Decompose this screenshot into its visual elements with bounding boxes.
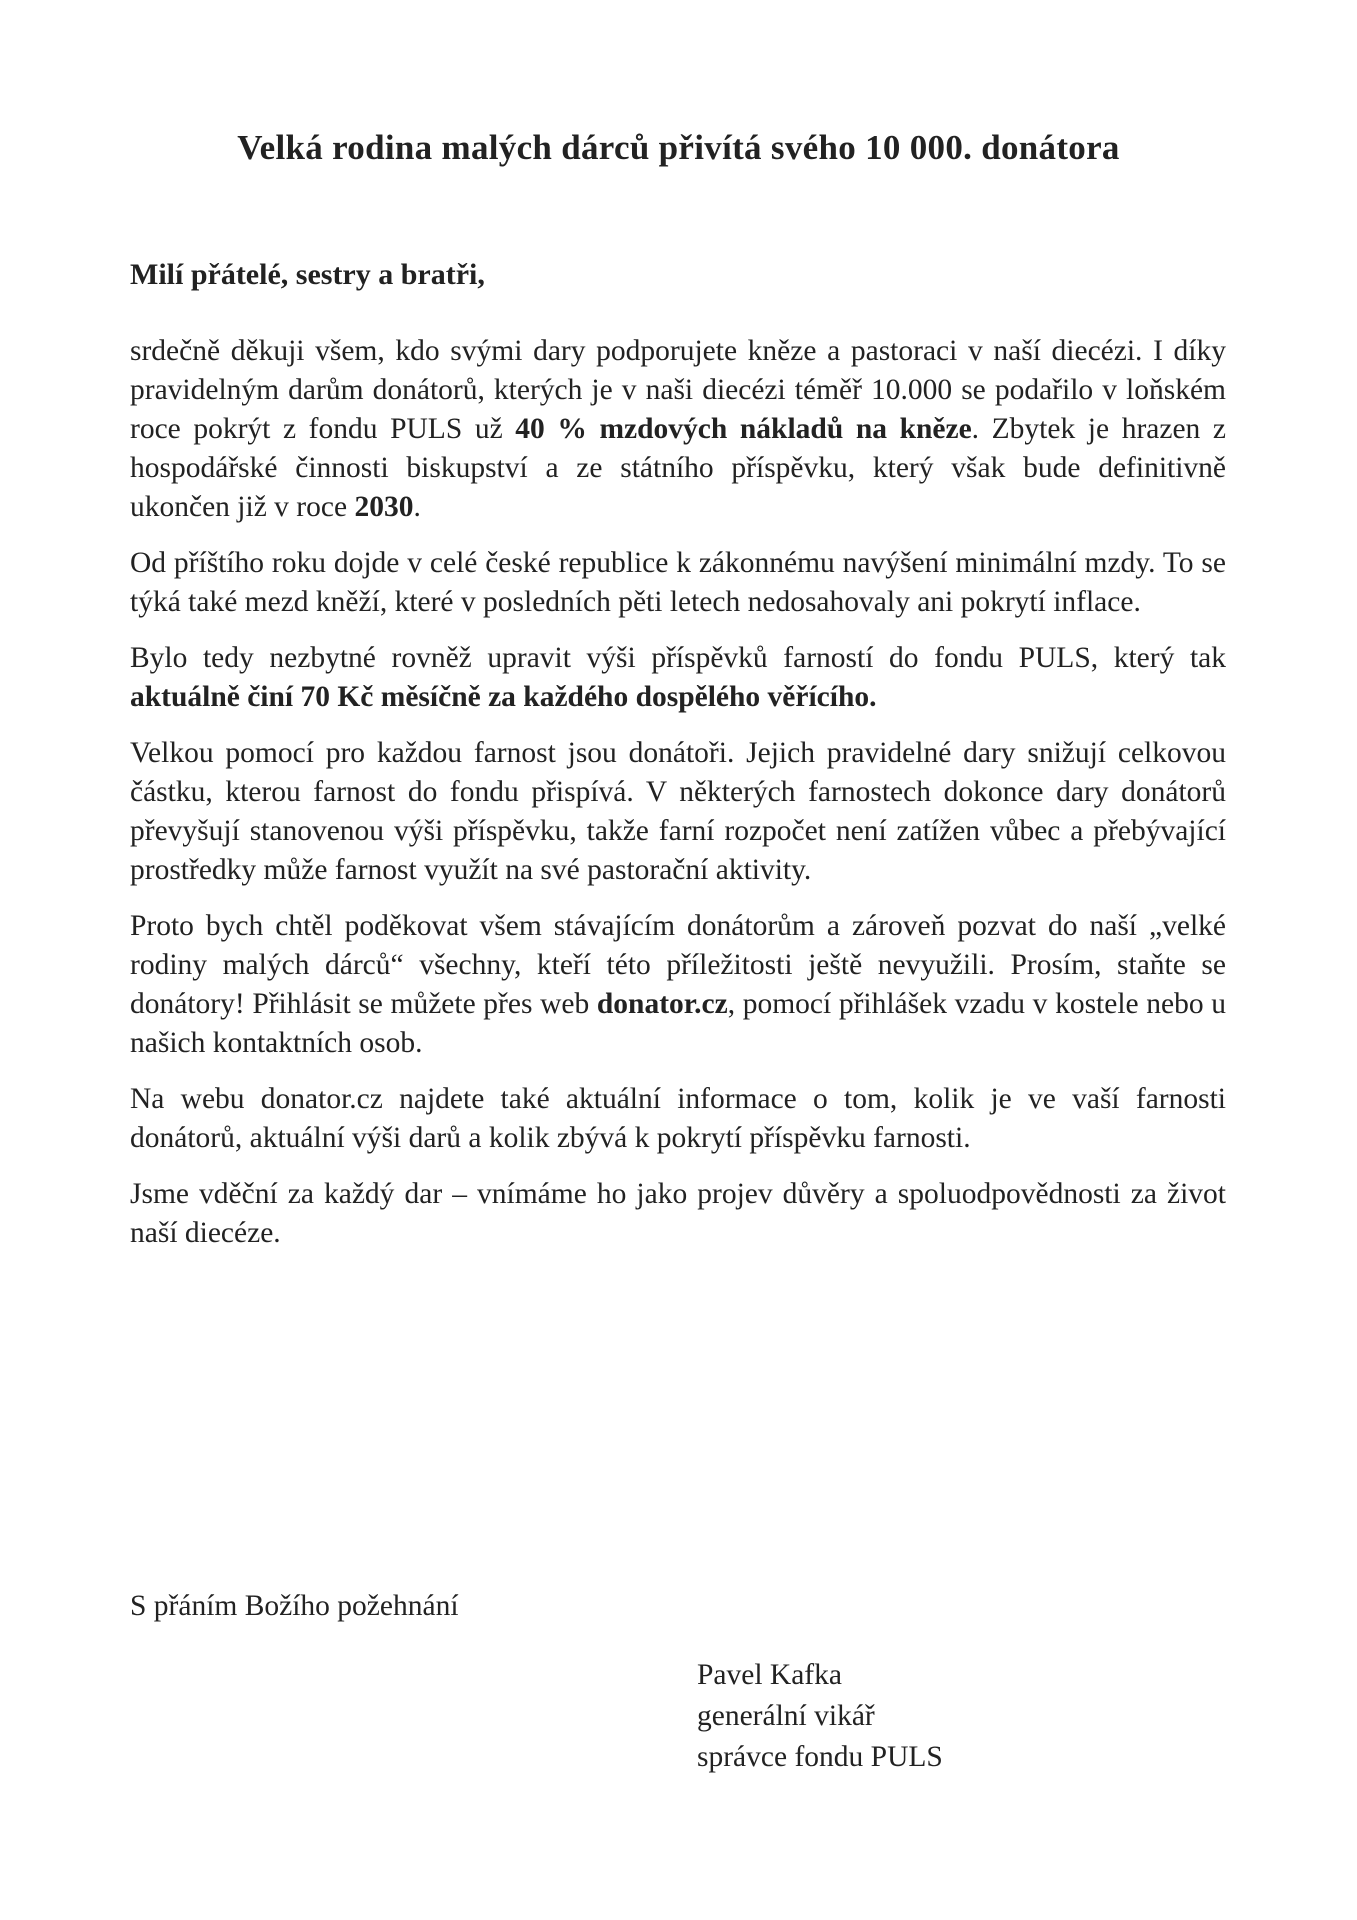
bold-text-segment: aktuálně činí 70 Kč měsíčně za každého dospělého věřícího. [130, 681, 877, 713]
text-segment: Na webu donator.cz najdete také aktuální informace o tom, kolik je ve vaší farnosti donátorů, aktuální výši darů a kolik zbývá k pokrytí příspěvku farnosti. [130, 1083, 1226, 1154]
signatory-position: správce fondu PULS [697, 1741, 943, 1773]
signatory-name: Pavel Kafka [697, 1659, 842, 1691]
text-segment: . Zbytek je hrazen z hospodářské činnosti biskupství a ze státního příspěvku, který však bude definitivně ukončen již v roce [130, 413, 1226, 523]
text-segment: . [413, 491, 421, 523]
paragraph [130, 1175, 1226, 1253]
paragraph [130, 734, 1226, 890]
text-segment: srdečně děkuji všem, kdo svými dary podporujete kněze a pastoraci v naší diecézi. I díky pravidelným darům donátorů, kterých je v naši diecézi téměř 10.000 se podařilo v loňském roce pokrýt z fondu PULS už [130, 335, 1226, 445]
document-title: Velká rodina malých dárců přivítá svého 10 000. donátora [237, 128, 1120, 167]
paragraph [130, 1080, 1226, 1158]
text-segment: Bylo tedy nezbytné rovněž upravit výši příspěvků farností do fondu PULS, který tak [130, 642, 1226, 674]
closing-line: S přáním Božího požehnání [130, 1590, 459, 1622]
text-segment: Velkou pomocí pro každou farnost jsou donátoři. Jejich pravidelné dary snižují celkovou částku, kterou farnost do fondu přispívá. V některých farnostech dokonce dary donátorů převyšují stanovenou výši příspěvku, takže farní rozpočet není zatížen vůbec a přebývající prostředky může farnost využít na své pastorační aktivity. [130, 737, 1226, 886]
paragraph [130, 907, 1226, 1063]
website-link-text: donator.cz [596, 988, 728, 1020]
text-segment: , pomocí přihlášek vzadu v kostele nebo u našich kontaktních osob. [130, 988, 1226, 1059]
greeting: Milí přátelé, sestry a bratři, [130, 258, 485, 291]
signatory-role: generální vikář [697, 1700, 875, 1732]
bold-text-segment: 2030 [354, 491, 414, 523]
paragraph [130, 639, 1226, 717]
signature-block [697, 1655, 943, 1778]
text-segment: Od příštího roku dojde v celé české republice k zákonnému navýšení minimální mzdy. To se týká také mezd kněží, které v posledních pěti letech nedosahovaly ani pokrytí inflace. [130, 547, 1226, 618]
paragraph [130, 544, 1226, 622]
paragraph [130, 332, 1226, 527]
text-segment: Jsme vděční za každý dar – vnímáme ho jako projev důvěry a spoluodpovědnosti za život naší diecéze. [130, 1178, 1226, 1249]
text-segment: Proto bych chtěl poděkovat všem stávajícím donátorům a zároveň pozvat do naší „velké rodiny malých dárců“ všechny, kteří této příležitosti ještě nevyužili. Prosím, staňte se donátory! Přihlásit se můžete přes web [130, 910, 1226, 1020]
letter-body [130, 332, 1226, 1270]
bold-text-segment: 40 % mzdových nákladů na kněze [515, 413, 972, 445]
